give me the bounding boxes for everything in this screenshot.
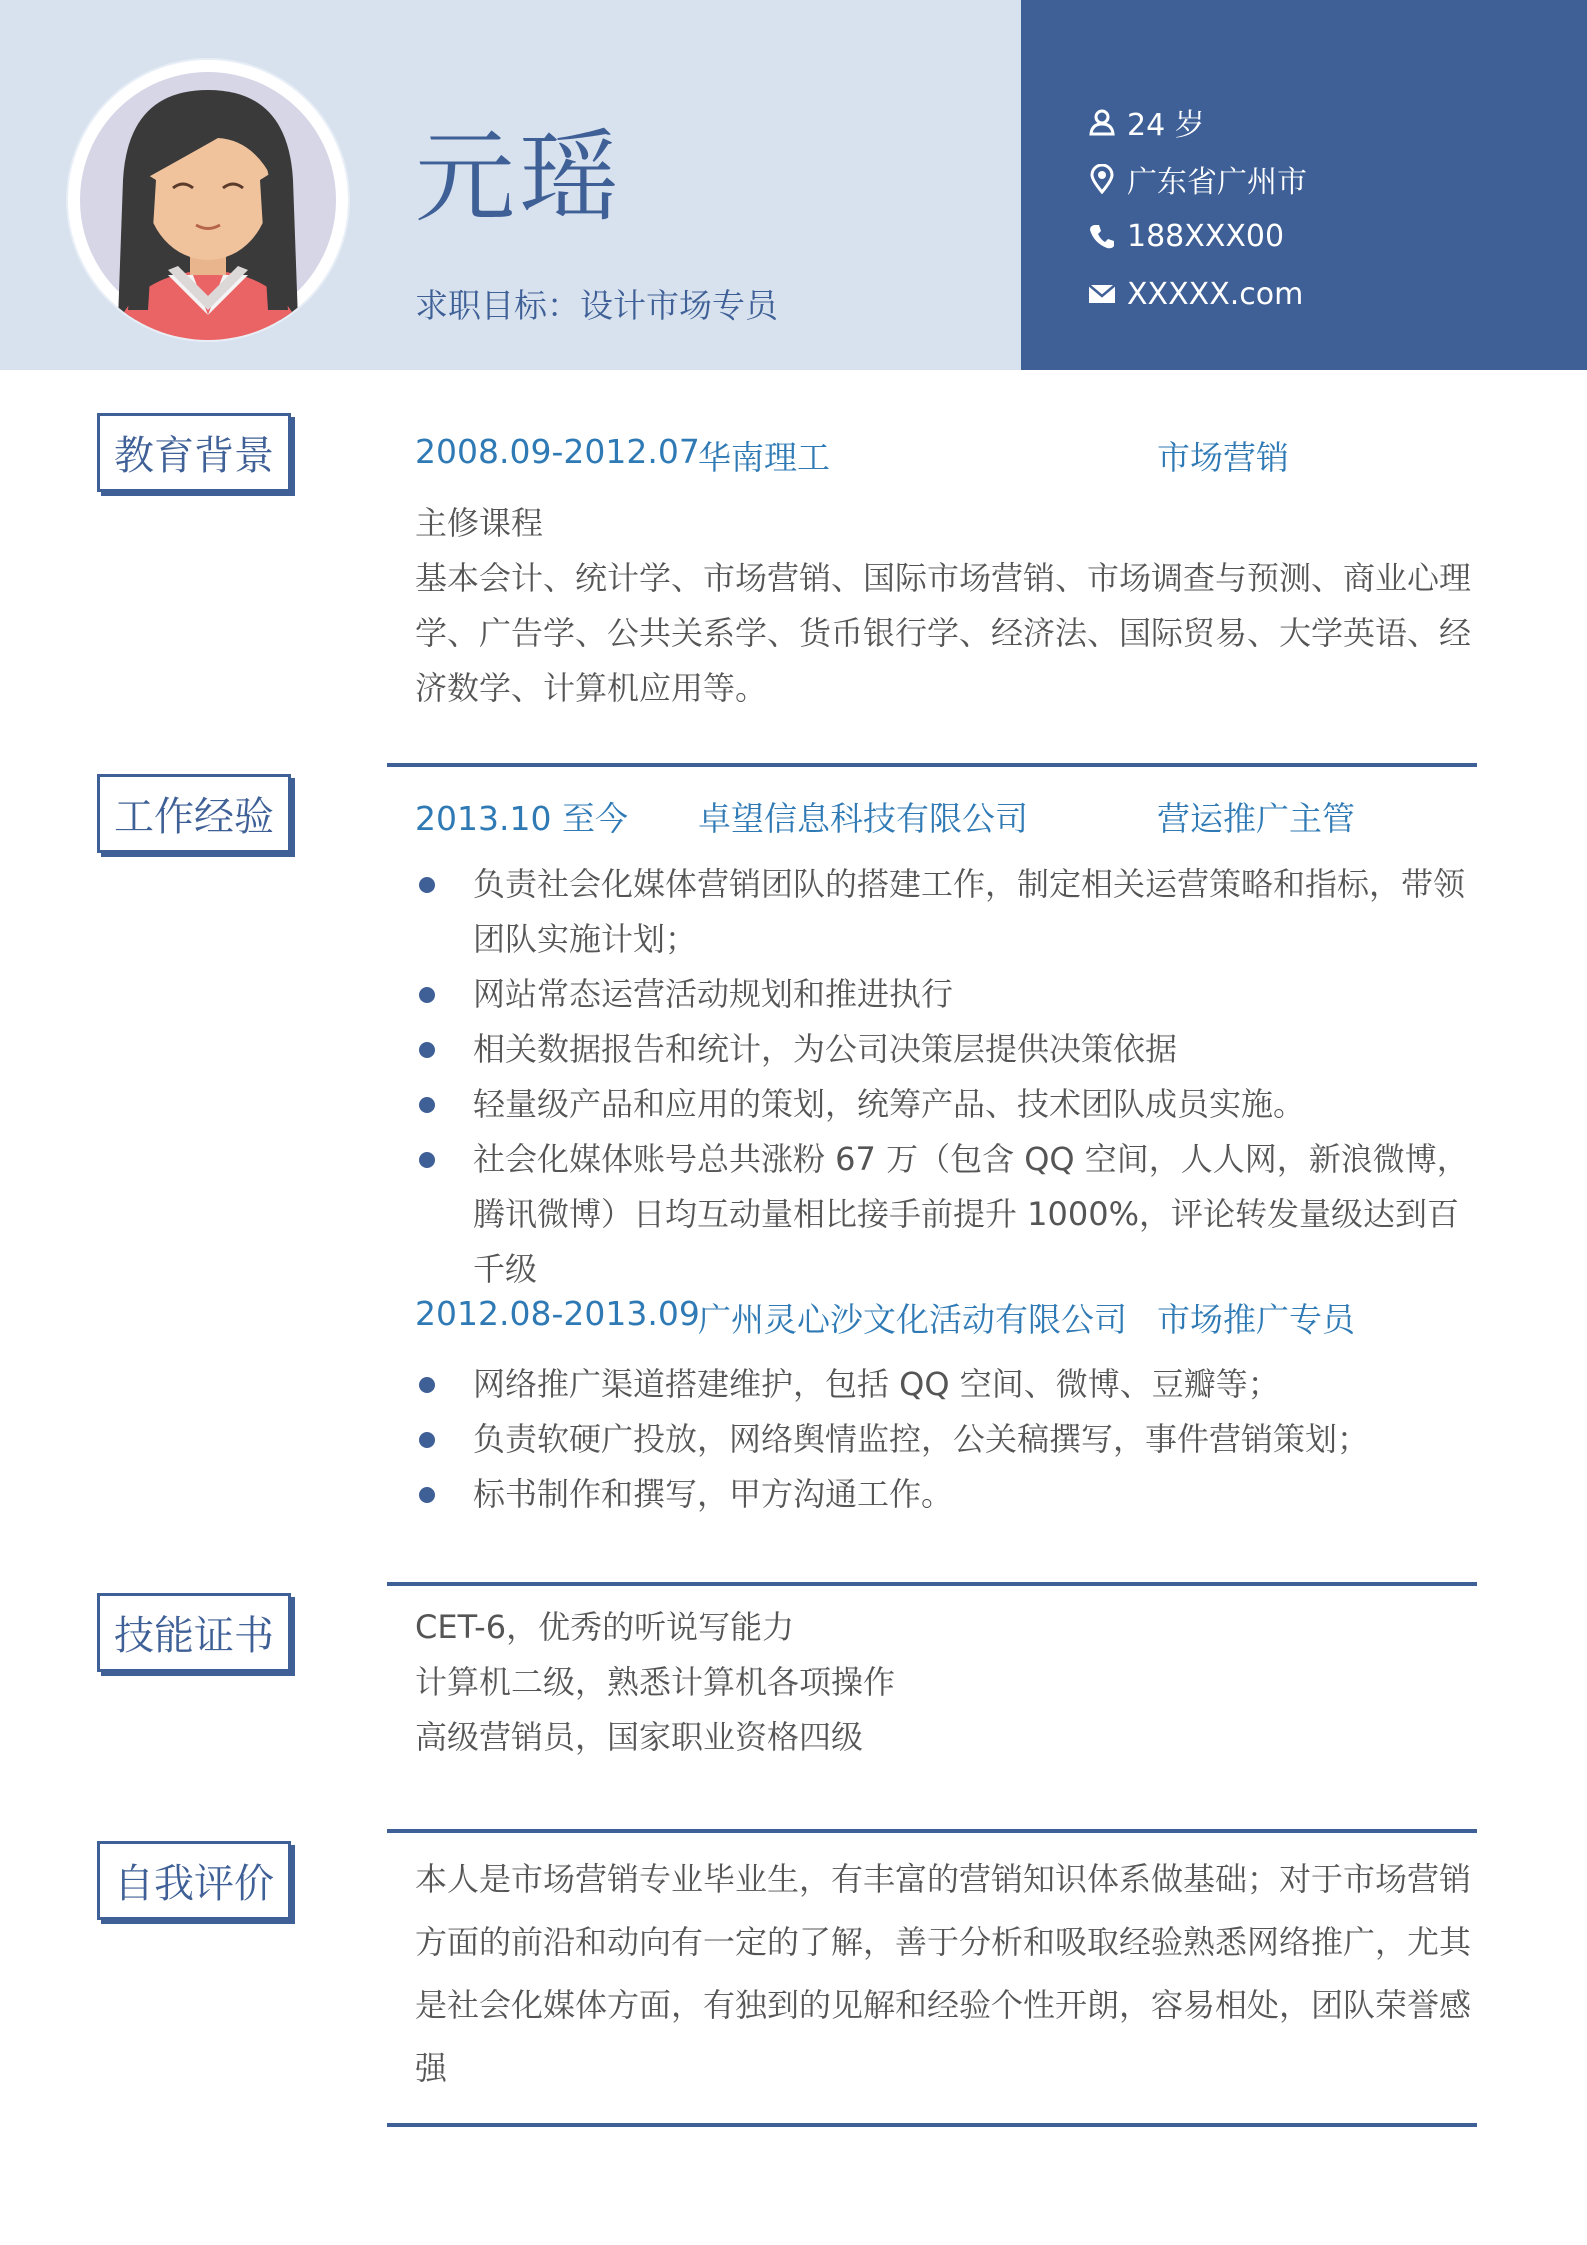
list-item (415, 1412, 1477, 1467)
education-period: 2008.09-2012.07 (415, 432, 700, 471)
user-icon (1085, 105, 1119, 139)
bullet-icon (419, 987, 435, 1003)
education-school: 华南理工 (698, 438, 830, 477)
job-objective: 求职目标：设计市场专员 (415, 286, 778, 325)
phone-icon (1085, 219, 1119, 253)
phone-text: 188XXX00 (1127, 218, 1285, 254)
list-item (415, 1132, 1477, 1297)
section-divider (387, 1582, 1477, 1586)
bullet-icon (419, 1377, 435, 1393)
list-item: 计算机二级，熟悉计算机各项操作 (415, 1663, 896, 1701)
bullet-icon (419, 1042, 435, 1058)
list-item: CET-6，优秀的听说写能力 (415, 1608, 795, 1646)
job-company: 卓望信息科技有限公司 (698, 799, 1028, 838)
bullet-icon (419, 1152, 435, 1168)
contact-phone (1085, 216, 1284, 256)
mail-icon (1085, 277, 1119, 311)
list-item (415, 1022, 1477, 1077)
section-divider (387, 763, 1477, 767)
job-duties-list (415, 1357, 1477, 1522)
skills-list (415, 1600, 895, 1765)
list-item (415, 1077, 1477, 1132)
section-title-education: 教育背景 (97, 413, 291, 492)
duty-text: 轻量级产品和应用的策划，统筹产品、技术团队成员实施。 (473, 1085, 1306, 1123)
section-title-skills: 技能证书 (97, 1593, 291, 1672)
list-item (415, 1357, 1477, 1412)
age-text: 24 岁 (1127, 108, 1205, 143)
bullet-icon (419, 1432, 435, 1448)
location-pin-icon (1085, 162, 1119, 196)
section-divider (387, 1829, 1477, 1833)
avatar (68, 60, 348, 340)
bullet-icon (419, 1487, 435, 1503)
duty-text: 负责社会化媒体营销团队的搭建工作，制定相关运营策略和指标，带领团队实施计划； (473, 865, 1466, 958)
candidate-name: 元瑶 (415, 119, 623, 236)
courses-line: 济数学、计算机应用等。 (415, 669, 768, 707)
duty-text: 社会化媒体账号总共涨粉 67 万（包含 QQ 空间，人人网，新浪微博，腾讯微博）日均互动量相比接手前提升 1000%，评论转发量级达到百千级 (473, 1140, 1469, 1288)
bullet-icon (419, 877, 435, 893)
list-item (415, 967, 1477, 1022)
job-duties-list (415, 857, 1477, 1297)
list-item: 高级营销员，国家职业资格四级 (415, 1718, 864, 1756)
self-evaluation-text: 本人是市场营销专业毕业生，有丰富的营销知识体系做基础；对于市场营销方面的前沿和动向有一定的了解，善于分析和吸取经验熟悉网络推广，尤其是社会化媒体方面，有独到的见解和经验个性开朗，容易相处，团队荣誉感强 (415, 1860, 1472, 2087)
contact-age (1085, 102, 1205, 142)
job-position: 营运推广主管 (1157, 799, 1355, 838)
education-major: 市场营销 (1157, 438, 1289, 477)
section-title-self: 自我评价 (97, 1841, 291, 1920)
duty-text: 相关数据报告和统计，为公司决策层提供决策依据 (473, 1030, 1178, 1068)
duty-text: 网站常态运营活动规划和推进执行 (473, 975, 954, 1013)
job-company: 广州灵心沙文化活动有限公司 (698, 1300, 1127, 1339)
job-position: 市场推广专员 (1157, 1300, 1355, 1339)
duty-text: 负责软硬广投放，网络舆情监控，公关稿撰写，事件营销策划； (473, 1420, 1370, 1458)
contact-email (1085, 274, 1303, 314)
duty-text: 网络推广渠道搭建维护，包括 QQ 空间、微博、豆瓣等； (473, 1365, 1280, 1403)
courses-line: 基本会计、统计学、市场营销、国际市场营销、市场调查与预测、商业心理 (415, 559, 1472, 597)
section-title-work: 工作经验 (97, 774, 291, 853)
email-text: XXXXX.com (1127, 276, 1304, 312)
job-period: 2013.10 至今 (415, 799, 628, 838)
bullet-icon (419, 1097, 435, 1113)
job-period: 2012.08-2013.09 (415, 1294, 700, 1333)
location-text: 广东省广州市 (1127, 165, 1307, 200)
list-item (415, 857, 1477, 967)
contact-location (1085, 159, 1307, 199)
duty-text: 标书制作和撰写，甲方沟通工作。 (473, 1475, 954, 1513)
section-divider (387, 2123, 1477, 2127)
list-item (415, 1467, 1477, 1522)
courses-line: 学、广告学、公共关系学、货币银行学、经济法、国际贸易、大学英语、经 (415, 614, 1472, 652)
courses-label: 主修课程 (415, 504, 544, 542)
